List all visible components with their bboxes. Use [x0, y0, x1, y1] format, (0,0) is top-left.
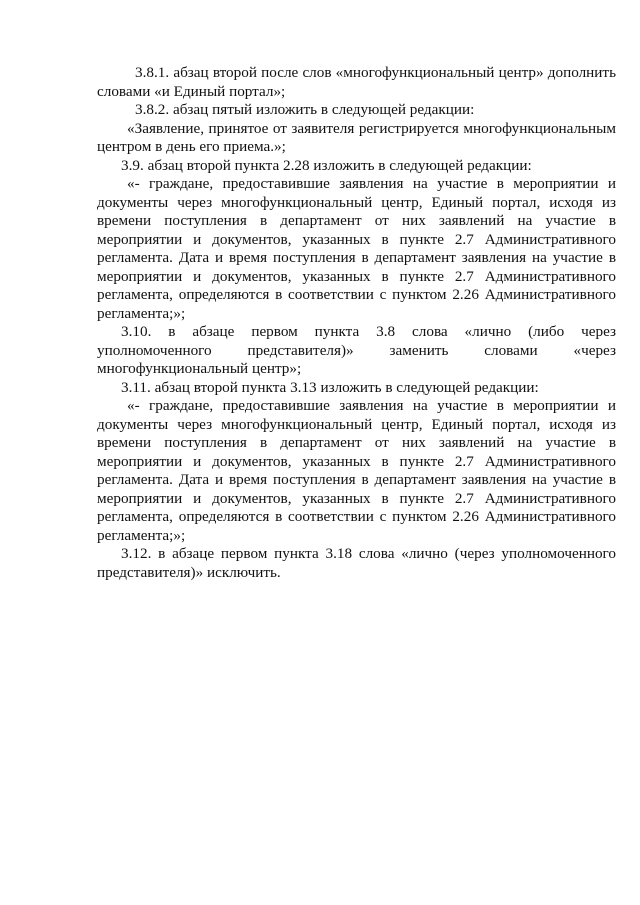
document-body: [97, 64, 616, 582]
paragraph-3-11: 3.11. абзац второй пункта 3.13 изложить в следующей редакции:: [121, 378, 539, 396]
paragraph-3-12: 3.12. в абзаце первом пункта 3.18 слова «лично (через уполномоченного представителя)» исключить.: [97, 545, 616, 581]
paragraph-quote-application: «Заявление, принятое от заявителя регистрируется многофункциональным центром в день его приема.»;: [97, 119, 616, 155]
paragraph-3-9: 3.9. абзац второй пункта 2.28 изложить в следующей редакции:: [121, 156, 532, 174]
paragraph-quote-citizens-2: «- граждане, предоставившие заявления на участие в мероприятии и документы через многофункциональный центр, Единый портал, исходя из времени поступления в департамент от них заявлений на участие в мероприятии и документов, указанных в пункте 2.7 Административного регламента. Дата и время поступления в департамент заявления на участие в мероприятии и документов, указанных в пункте 2.7 Административного регламента, определяются в соответствии с пунктом 2.26 Административного регламента;»;: [97, 397, 616, 544]
paragraph-3-8-2: 3.8.2. абзац пятый изложить в следующей редакции:: [135, 101, 475, 118]
paragraph-3-10: 3.10. в абзаце первом пункта 3.8 слова «лично (либо через уполномоченного представителя)» заменить словами «через многофункциональный центр»;: [97, 323, 616, 377]
paragraph-3-8-1: 3.8.1. абзац второй после слов «многофункциональный центр» дополнить словами «и Единый портал»;: [97, 64, 616, 100]
paragraph-quote-citizens-1: «- граждане, предоставившие заявления на участие в мероприятии и документы через многофункциональный центр, Единый портал, исходя из времени поступления в департамент от них заявлений на участие в мероприятии и документов, указанных в пункте 2.7 Административного регламента. Дата и время поступления в департамент заявления на участие в мероприятии и документов, указанных в пункте 2.7 Административного регламента, определяются в соответствии с пунктом 2.26 Административного регламента;»;: [97, 175, 616, 322]
